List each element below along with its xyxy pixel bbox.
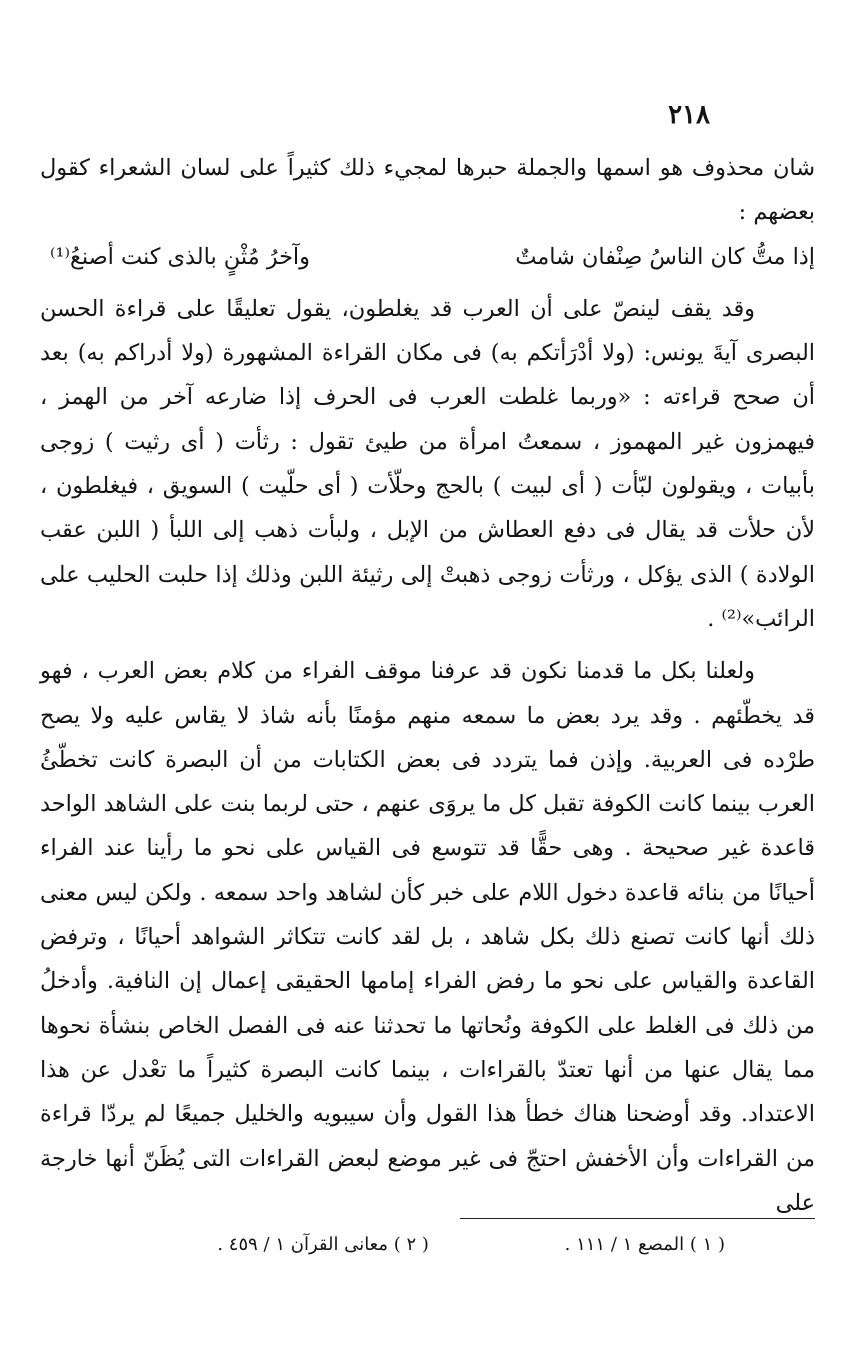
footnotes <box>87 1230 725 1260</box>
paragraph-farra-quote: وقد يقف لينصّ على أن العرب قد يغلطون، يقول تعليقًا على قراءة الحسن البصرى آيةَ يونس: (ولا أدْرَأتكم به) فى مكان القراءة المشهورة (ولا أدراكم به) بعد أن صحح قراءته : «وربما غلطت العرب فى الحرف إذا ضارعه آخر من الهمز ، فيهمزون غير المهموز ، سمعتُ امرأة من طيئ تقول : رثأت ( أى رثيت ) زوجى بأبيات ، ويقولون لبّأت ( أى لبيت ) بالحج وحلّأت ( أى حلّيت ) السويق ، فيغلطون ، لأن حلأت قد يقال فى دفع العطاش من الإبل ، ولبأت ذهب إلى اللبأ ( اللبن عقب الولادة ) الذى يؤكل ، ورثأت زوجى ذهبتْ إلى رثيئة اللبن وذلك إذا حلبت الحليب على الرائب»⁽²⁾ . <box>40 295 815 632</box>
paragraph-conclusion: ولعلنا بكل ما قدمنا نكون قد عرفنا موقف الفراء من كلام بعض العرب ، فهو قد يخطّئهم . وقد يرد بعض ما سمعه منهم مؤمنًا بأنه شاذ لا يقاس عليه ولا يصح طرْده فى العربية. وإذن فما يتردد فى بعض الكتابات من أن البصرة كانت تخطّئُ العرب بينما كانت الكوفة تقبل كل ما يروَى عنهم ، حتى لربما بنت على الشاهد الواحد قاعدة غير صحيحة . وهى حقًّا قد تتوسع فى القياس على نحو ما رأينا عند الفراء أحيانًا من بنائه قاعدة دخول اللام على خبر كأن لشاهد واحد سمعه . ولكن ليس معنى ذلك أنها كانت تصنع ذلك بكل شاهد ، بل لقد كانت تتكاثر الشواهد أحيانًا ، وترفض القاعدة والقياس على نحو ما رفض الفراء إمامها الحقيقى إعمال إن النافية. وأدخلُ من ذلك فى الغلط على الكوفة ونُحاتها ما تحدثنا عنه فى الفصل الخاص بنشأة نحوها مما يقال عنها من أنها تعتدّ بالقراءات ، بينما كانت البصرة كثيراً ما تعْدل عن هذا الاعتداد. وقد أوضحنا هناك خطأ هذا القول وأن سيبويه والخليل جميعًا لم يردّا قراءة من القراءات وأن الأخفش احتجّ فى غير موضع لبعض القراءات التى يُظَنّ أنها خارجة على <box>40 658 815 1216</box>
spacer <box>40 279 815 287</box>
spacer <box>40 641 815 649</box>
poetry-verse <box>40 235 815 279</box>
footnote-2: ( ٢ ) معانى القرآن ١ / ٤٥٩ . <box>217 1234 429 1255</box>
footnote-1: ( ١ ) المصع ١ / ١١١ . <box>564 1234 725 1255</box>
footnote-separator <box>460 1218 815 1219</box>
page-number: ٢١٨ <box>668 100 710 130</box>
verse-second-hemistich: وآخرُ مُثْنٍ بالذى كنت أصنعُ⁽¹⁾ <box>50 243 310 270</box>
verse-first-hemistich: إذا متُّ كان الناسُ صِنْفان شامتٌ <box>515 243 815 270</box>
paragraph-intro: شان محذوف هو اسمها والجملة حبرها لمجيء ذلك كثيراً على لسان الشعراء كقول بعضهم : <box>40 155 815 226</box>
main-text <box>40 146 815 1225</box>
